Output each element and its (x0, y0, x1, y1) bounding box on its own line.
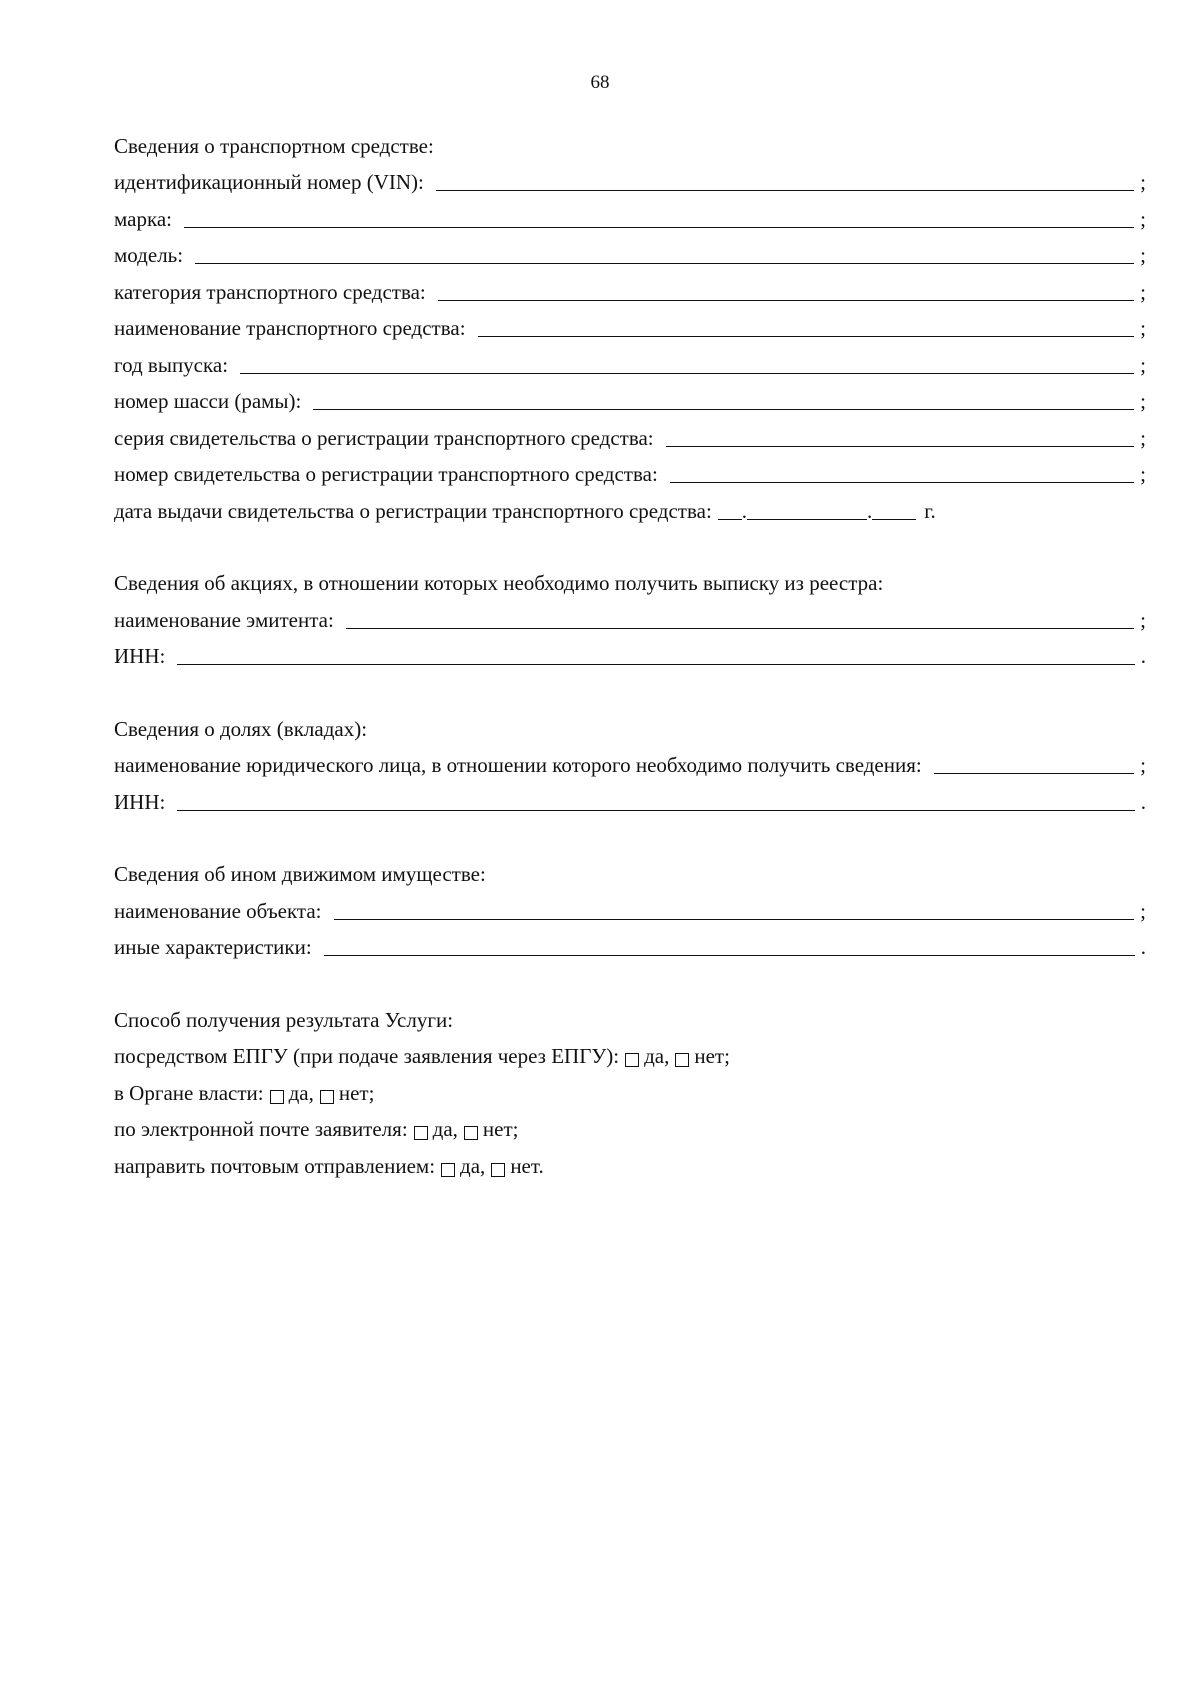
category-row: категория транспортного средства: ; (114, 279, 1146, 304)
make-field[interactable] (184, 226, 1134, 228)
email-yes-checkbox[interactable] (414, 1126, 428, 1140)
result-method-section-heading: Способ получения результата Услуги: (114, 1007, 454, 1032)
cert-series-field[interactable] (666, 445, 1135, 447)
result-option-epgu: посредством ЕПГУ (при подаче заявления через ЕПГУ): да, нет; (114, 1044, 730, 1068)
chassis-label: номер шасси (рамы): (114, 389, 302, 413)
object-name-label: наименование объекта: (114, 898, 322, 923)
model-field[interactable] (195, 262, 1134, 264)
legal-entity-label: наименование юридического лица, в отношении которого необходимо получить сведения: (114, 753, 922, 777)
stakes-inn-label: ИНН: (114, 789, 166, 814)
stakes-section-heading: Сведения о долях (вкладах): (114, 716, 368, 741)
category-field[interactable] (438, 299, 1134, 301)
shares-inn-label: ИНН: (114, 644, 166, 668)
form-body (114, 126, 1146, 1183)
issuer-field[interactable] (346, 627, 1134, 629)
email-no-checkbox[interactable] (464, 1126, 478, 1140)
date-year-field[interactable] (872, 518, 916, 520)
date-month-field[interactable] (747, 518, 867, 520)
object-name-row: наименование объекта: ; (114, 898, 1146, 923)
mail-no-checkbox[interactable] (491, 1163, 505, 1177)
other-characteristics-label: иные характеристики: (114, 935, 312, 959)
shares-inn-row: ИНН: . (114, 644, 1146, 668)
legal-entity-field[interactable] (934, 772, 1134, 774)
cert-series-label: серия свидетельства о регистрации транспортного средства: (114, 425, 654, 450)
category-label: категория транспортного средства: (114, 279, 426, 304)
vehicle-section-heading: Сведения о транспортном средстве: (114, 133, 434, 158)
authority-yes-checkbox[interactable] (270, 1090, 284, 1104)
result-option-email: по электронной почте заявителя: да, нет; (114, 1117, 519, 1141)
vehicle-name-row: наименование транспортного средства: ; (114, 316, 1146, 340)
vehicle-name-field[interactable] (478, 335, 1135, 337)
page-number: 68 (590, 72, 610, 93)
stakes-inn-field[interactable] (177, 809, 1134, 811)
cert-date-label: дата выдачи свидетельства о регистрации транспортного средства: (114, 498, 712, 523)
epgu-yes-checkbox[interactable] (625, 1053, 639, 1067)
vin-label: идентификационный номер (VIN): (114, 170, 424, 194)
issuer-row: наименование эмитента: ; (114, 607, 1146, 632)
other-characteristics-row: иные характеристики: . (114, 935, 1146, 959)
cert-series-row: серия свидетельства о регистрации транспортного средства: ; (114, 425, 1146, 450)
object-name-field[interactable] (334, 918, 1135, 920)
cert-number-label: номер свидетельства о регистрации транспортного средства: (114, 462, 658, 486)
cert-date-row: дата выдачи свидетельства о регистрации транспортного средства: . . г. (114, 498, 936, 523)
epgu-no-checkbox[interactable] (675, 1053, 689, 1067)
result-option-authority: в Органе власти: да, нет; (114, 1080, 375, 1105)
legal-entity-row: наименование юридического лица, в отношении которого необходимо получить сведения: ; (114, 753, 1146, 777)
result-option-mail: направить почтовым отправлением: да, нет. (114, 1153, 544, 1178)
issuer-label: наименование эмитента: (114, 607, 334, 632)
date-day-field[interactable] (718, 518, 742, 520)
other-property-section-heading: Сведения об ином движимом имуществе: (114, 862, 486, 886)
model-row: модель: ; (114, 243, 1146, 267)
vin-row: идентификационный номер (VIN): ; (114, 170, 1146, 194)
mail-yes-checkbox[interactable] (441, 1163, 455, 1177)
year-label: год выпуска: (114, 352, 229, 377)
other-characteristics-field[interactable] (324, 954, 1135, 956)
year-field[interactable] (240, 372, 1134, 374)
chassis-row: номер шасси (рамы): ; (114, 389, 1146, 413)
shares-inn-field[interactable] (177, 663, 1134, 665)
authority-no-checkbox[interactable] (320, 1090, 334, 1104)
year-row: год выпуска: ; (114, 352, 1146, 377)
chassis-field[interactable] (313, 408, 1134, 410)
cert-number-field[interactable] (670, 481, 1134, 483)
stakes-inn-row: ИНН: . (114, 789, 1146, 814)
make-label: марка: (114, 206, 173, 231)
model-label: модель: (114, 243, 184, 267)
make-row: марка: ; (114, 206, 1146, 231)
vin-field[interactable] (436, 189, 1134, 191)
shares-section-heading: Сведения об акциях, в отношении которых необходимо получить выписку из реестра: (114, 571, 884, 595)
cert-number-row: номер свидетельства о регистрации транспортного средства: ; (114, 462, 1146, 486)
vehicle-name-label: наименование транспортного средства: (114, 316, 466, 340)
